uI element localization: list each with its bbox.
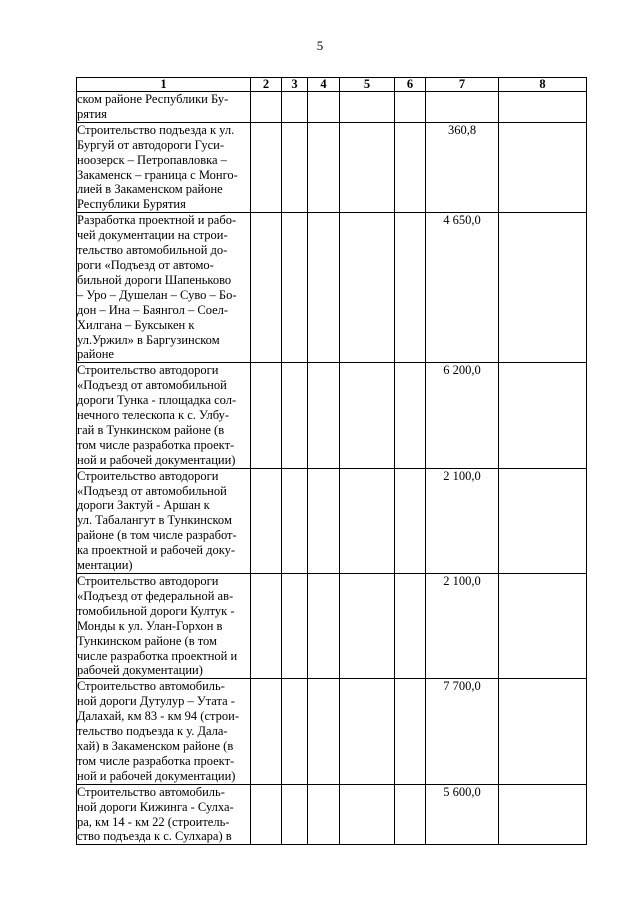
- row-description: Строительство автодороги «Подъезд от автомобильной дороги Тунка - площадка сол- нечного телескопа к с. Улбу- гай в Тункинском районе (в том числе разработка проект- ной и рабочей документации): [77, 363, 237, 467]
- amount-cell: [426, 92, 499, 123]
- page-number: 5: [316, 38, 324, 53]
- empty-cell: [340, 92, 395, 123]
- table-row: [77, 784, 587, 845]
- empty-cell: [251, 679, 282, 784]
- empty-cell: [251, 122, 282, 212]
- amount-cell: 7 700,0: [426, 679, 499, 784]
- table-row: [77, 468, 587, 573]
- empty-cell: [308, 213, 340, 363]
- empty-cell: [282, 574, 308, 679]
- row-description-cell: [77, 784, 251, 845]
- row-description: Разработка проектной и рабо- чей документации на строи- тельство автомобильной до- роги «Подъезд от автомо- бильной дороги Шапеньково – Уро – Душелан – Суво – Бо- дон – Ина – Баянгол – Соел- Хилгана – Буксыкен к ул.Уржил» в Баргузинском районе: [77, 213, 237, 362]
- amount-cell: 5 600,0: [426, 784, 499, 845]
- empty-cell: [395, 213, 426, 363]
- row-description: Строительство автодороги «Подъезд от федеральной ав- томобильной дороги Култук - Монды к ул. Улан-Горхон в Тункинском районе (в том числе разработка проектной и рабочей документации): [77, 574, 238, 678]
- table-row: [77, 213, 587, 363]
- empty-cell: [282, 468, 308, 573]
- empty-cell: [251, 363, 282, 468]
- row-description-cell: [77, 574, 251, 679]
- amount-cell: 4 650,0: [426, 213, 499, 363]
- row-description: Строительство автомобиль- ной дороги Кижинга - Сулха- ра, км 14 - км 22 (строитель- ство подъезда к с. Сулхара) в: [77, 784, 234, 844]
- empty-cell: [499, 574, 587, 679]
- column-header-2: 2: [251, 78, 282, 92]
- empty-cell: [251, 213, 282, 363]
- table-header-row: [77, 78, 587, 92]
- empty-cell: [282, 122, 308, 212]
- row-description-cell: [77, 213, 251, 363]
- table-row: [77, 363, 587, 468]
- column-header-1: 1: [77, 78, 251, 92]
- empty-cell: [395, 679, 426, 784]
- table-row: [77, 92, 587, 123]
- empty-cell: [308, 122, 340, 212]
- empty-cell: [308, 784, 340, 845]
- empty-cell: [251, 92, 282, 123]
- row-description-cell: [77, 363, 251, 468]
- table-row: [77, 574, 587, 679]
- empty-cell: [395, 784, 426, 845]
- empty-cell: [340, 122, 395, 212]
- empty-cell: [251, 468, 282, 573]
- empty-cell: [499, 679, 587, 784]
- row-description: Строительство автодороги «Подъезд от автомобильной дороги Зактуй - Аршан к ул. Табалангут в Тункинском районе (в том числе разработ- ка проектной и рабочей доку- ментации): [77, 468, 237, 573]
- empty-cell: [499, 122, 587, 212]
- empty-cell: [499, 784, 587, 845]
- empty-cell: [282, 213, 308, 363]
- amount-cell: 360,8: [426, 122, 499, 212]
- empty-cell: [282, 363, 308, 468]
- empty-cell: [395, 468, 426, 573]
- empty-cell: [308, 468, 340, 573]
- empty-cell: [340, 574, 395, 679]
- empty-cell: [308, 574, 340, 679]
- amount-cell: 6 200,0: [426, 363, 499, 468]
- row-description: Строительство автомобиль- ной дороги Дутулур – Утата - Далахай, км 83 - км 94 (строи- тельство подъезда к у. Дала- хай) в Закаменском районе (в том числе разработка проект- ной и рабочей документации): [77, 679, 239, 783]
- amount-cell: 2 100,0: [426, 574, 499, 679]
- row-description-cell: [77, 468, 251, 573]
- column-header-8: 8: [499, 78, 587, 92]
- column-header-4: 4: [308, 78, 340, 92]
- table-row: [77, 679, 587, 784]
- row-description: Строительство подъезда к ул. Бургуй от автодороги Гуси- ноозерск – Петропавловка – Закаменск – граница с Монго- лией в Закаменском районе Республики Бурятия: [77, 122, 238, 212]
- table-row: [77, 122, 587, 212]
- empty-cell: [340, 784, 395, 845]
- column-header-7: 7: [426, 78, 499, 92]
- row-description-cell: [77, 679, 251, 784]
- empty-cell: [308, 363, 340, 468]
- empty-cell: [251, 574, 282, 679]
- empty-cell: [251, 784, 282, 845]
- column-header-6: 6: [395, 78, 426, 92]
- empty-cell: [395, 92, 426, 123]
- empty-cell: [499, 92, 587, 123]
- empty-cell: [308, 92, 340, 123]
- empty-cell: [499, 213, 587, 363]
- row-description-cell: [77, 122, 251, 212]
- column-header-3: 3: [282, 78, 308, 92]
- empty-cell: [395, 122, 426, 212]
- empty-cell: [282, 679, 308, 784]
- budget-table: [76, 77, 587, 845]
- empty-cell: [340, 679, 395, 784]
- empty-cell: [499, 363, 587, 468]
- empty-cell: [395, 363, 426, 468]
- amount-cell: 2 100,0: [426, 468, 499, 573]
- empty-cell: [340, 363, 395, 468]
- row-description: ском районе Республики Бу- рятия: [77, 92, 229, 121]
- empty-cell: [499, 468, 587, 573]
- row-description-cell: [77, 92, 251, 123]
- column-header-5: 5: [340, 78, 395, 92]
- empty-cell: [282, 92, 308, 123]
- empty-cell: [395, 574, 426, 679]
- empty-cell: [282, 784, 308, 845]
- empty-cell: [340, 213, 395, 363]
- empty-cell: [308, 679, 340, 784]
- empty-cell: [340, 468, 395, 573]
